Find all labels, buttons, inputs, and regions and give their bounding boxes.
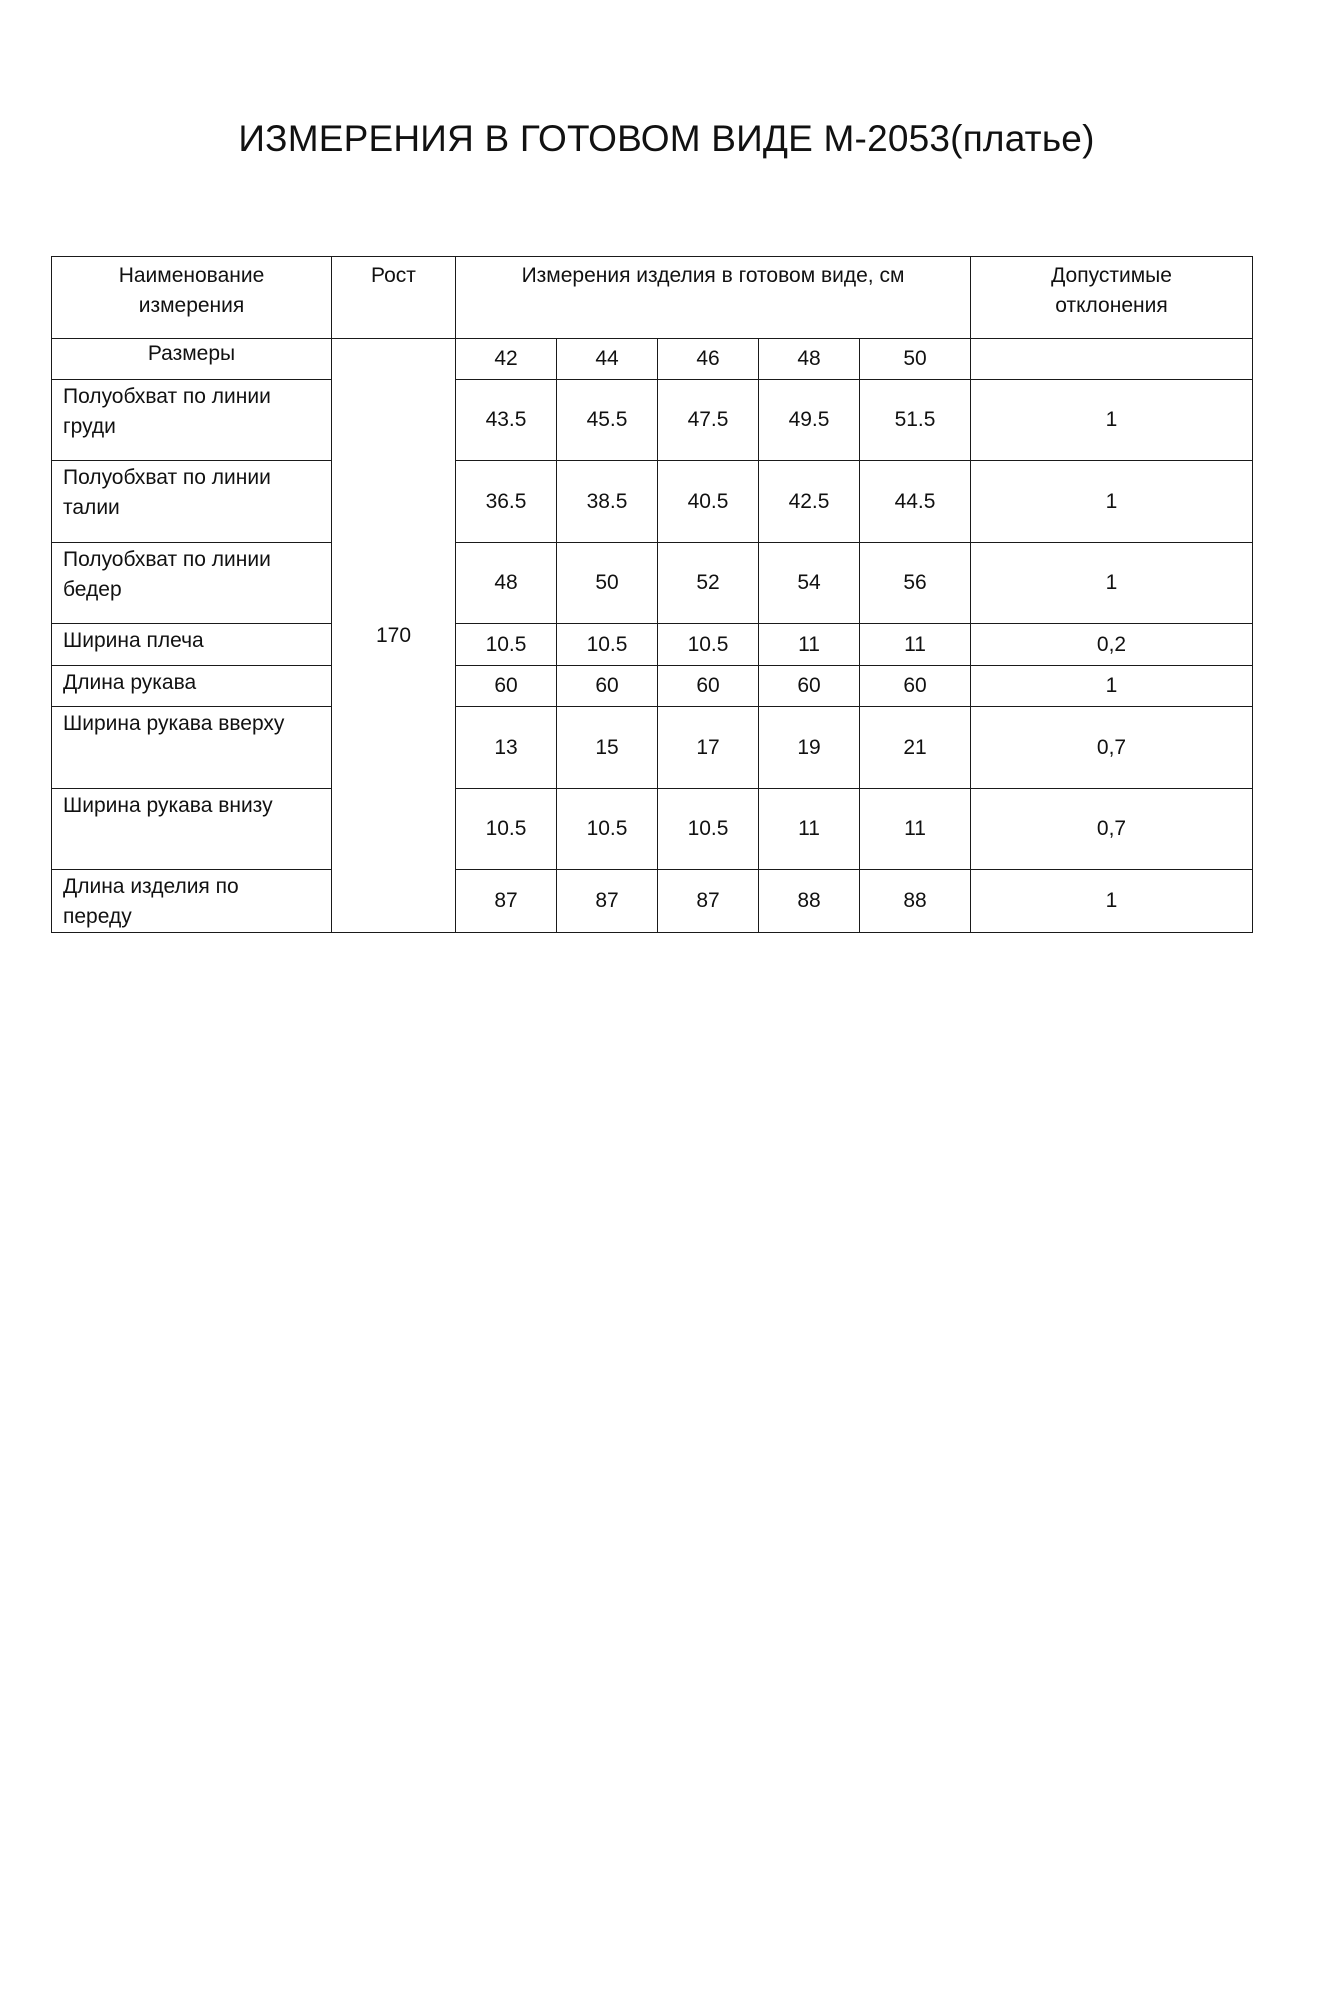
value-cell: 47.5 — [658, 380, 759, 461]
value-cell: 60 — [658, 666, 759, 707]
size-cell: 44 — [557, 339, 658, 380]
value-cell: 56 — [860, 543, 971, 624]
value-cell: 43.5 — [456, 380, 557, 461]
measurement-name-line: Полуобхват по линии — [63, 466, 271, 489]
measurement-name — [52, 380, 332, 461]
height-value: 170 — [332, 339, 456, 933]
value-cell: 48 — [456, 543, 557, 624]
value-cell: 19 — [759, 707, 860, 789]
document-title: ИЗМЕРЕНИЯ В ГОТОВОМ ВИДЕ М-2053(платье) — [238, 118, 1095, 159]
value-cell: 11 — [860, 789, 971, 870]
tolerance-cell: 1 — [971, 870, 1253, 933]
header-tolerance — [971, 257, 1253, 339]
table-row — [52, 707, 1253, 789]
value-cell: 38.5 — [557, 461, 658, 543]
sizes-row — [52, 339, 1253, 380]
value-cell: 45.5 — [557, 380, 658, 461]
tolerance-cell: 0,2 — [971, 624, 1253, 666]
value-cell: 10.5 — [456, 789, 557, 870]
measurement-name-line: груди — [63, 415, 116, 438]
header-height: Рост — [332, 257, 456, 339]
empty-tolerance-cell — [971, 339, 1253, 380]
value-cell: 54 — [759, 543, 860, 624]
value-cell: 11 — [759, 789, 860, 870]
measurements-table — [51, 256, 1253, 933]
value-cell: 60 — [557, 666, 658, 707]
value-cell: 87 — [658, 870, 759, 933]
value-cell: 52 — [658, 543, 759, 624]
tolerance-cell: 1 — [971, 543, 1253, 624]
tolerance-cell: 1 — [971, 461, 1253, 543]
header-tolerance-line: отклонения — [1055, 294, 1168, 317]
tolerance-cell: 1 — [971, 380, 1253, 461]
value-cell: 60 — [860, 666, 971, 707]
measurement-name — [52, 543, 332, 624]
value-cell: 87 — [557, 870, 658, 933]
value-cell: 10.5 — [658, 789, 759, 870]
value-cell: 88 — [860, 870, 971, 933]
table-row — [52, 461, 1253, 543]
table-row — [52, 624, 1253, 666]
measurement-name-line: Длина рукава — [63, 671, 197, 694]
measurement-name — [52, 461, 332, 543]
measurement-name-line: Полуобхват по линии — [63, 548, 271, 571]
value-cell: 10.5 — [658, 624, 759, 666]
header-measurement-name-line: измерения — [138, 294, 245, 317]
size-cell: 46 — [658, 339, 759, 380]
header-measurement-name — [52, 257, 332, 339]
value-cell: 60 — [456, 666, 557, 707]
header-tolerance-line: Допустимые — [1051, 264, 1172, 287]
tolerance-cell: 0,7 — [971, 789, 1253, 870]
measurement-name-line: Ширина плеча — [63, 629, 204, 652]
measurement-name-line: Ширина рукава внизу — [63, 794, 273, 817]
value-cell: 36.5 — [456, 461, 557, 543]
value-cell: 13 — [456, 707, 557, 789]
tolerance-cell: 0,7 — [971, 707, 1253, 789]
measurement-name — [52, 789, 332, 870]
table-row — [52, 789, 1253, 870]
table-row — [52, 543, 1253, 624]
value-cell: 42.5 — [759, 461, 860, 543]
measurement-name — [52, 666, 332, 707]
size-cell: 48 — [759, 339, 860, 380]
value-cell: 11 — [860, 624, 971, 666]
measurement-name-line: талии — [63, 496, 120, 519]
table-row — [52, 666, 1253, 707]
measurement-name-line: Полуобхват по линии — [63, 385, 271, 408]
value-cell: 87 — [456, 870, 557, 933]
measurement-name-line: бедер — [63, 578, 122, 601]
value-cell: 11 — [759, 624, 860, 666]
table-row — [52, 380, 1253, 461]
value-cell: 51.5 — [860, 380, 971, 461]
value-cell: 44.5 — [860, 461, 971, 543]
measurement-name — [52, 870, 332, 933]
value-cell: 10.5 — [456, 624, 557, 666]
measurement-name-line: Длина изделия по — [63, 875, 239, 898]
value-cell: 60 — [759, 666, 860, 707]
size-cell: 42 — [456, 339, 557, 380]
value-cell: 50 — [557, 543, 658, 624]
table-row — [52, 870, 1253, 933]
tolerance-cell: 1 — [971, 666, 1253, 707]
value-cell: 15 — [557, 707, 658, 789]
value-cell: 40.5 — [658, 461, 759, 543]
value-cell: 88 — [759, 870, 860, 933]
value-cell: 10.5 — [557, 624, 658, 666]
header-measurement-name-line: Наименование — [118, 264, 265, 287]
measurement-name-line: переду — [63, 905, 132, 928]
size-cell: 50 — [860, 339, 971, 380]
measurement-name — [52, 624, 332, 666]
header-row — [52, 257, 1253, 339]
value-cell: 21 — [860, 707, 971, 789]
value-cell: 10.5 — [557, 789, 658, 870]
measurement-name — [52, 707, 332, 789]
sizes-label: Размеры — [52, 339, 332, 380]
header-measurements: Измерения изделия в готовом виде, см — [456, 257, 971, 339]
measurement-name-line: Ширина рукава вверху — [63, 712, 285, 735]
value-cell: 49.5 — [759, 380, 860, 461]
value-cell: 17 — [658, 707, 759, 789]
